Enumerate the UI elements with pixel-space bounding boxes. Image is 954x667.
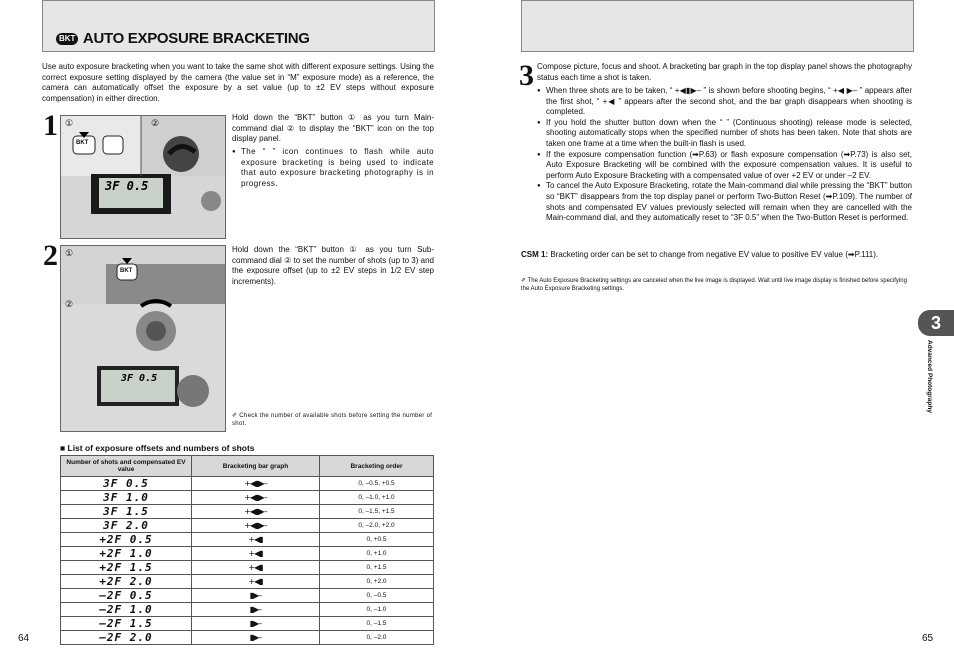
order-cell: 0, –1.5 [320,617,434,631]
bkt-button-label-2: BKT [120,268,133,274]
step-2-circle-2: ② [65,299,74,309]
step-1-bullets [232,147,434,189]
bkt-badge-icon: BKT [56,33,78,45]
order-cell: 0, +1.5 [320,561,434,575]
step-2-note-text: Check the number of available shots before setting the number of shot. [232,413,433,427]
note-icon: ✐ [521,278,527,284]
table-row [61,533,434,547]
table-header-row [61,456,434,477]
exposure-offsets-table [60,455,434,645]
table-row [61,477,434,491]
camera-sub-dial-illustration [61,246,225,431]
table-header: Number of shots and compensated EV value [61,456,192,477]
order-cell: 0, –2.0 [320,631,434,645]
lcd-cell: +2F 2.0 [61,575,192,589]
step-1-lcd-readout: 3F 0.5 [105,179,149,193]
table-row [61,617,434,631]
lcd-cell: –2F 0.5 [61,589,192,603]
table-title: ■ List of exposure offsets and numbers of shots [60,443,255,453]
bar-graph-cell: +◀▮▶– [192,519,320,533]
table-header: Bracketing order [320,456,434,477]
table-row [61,547,434,561]
step-2-text: Hold down the “BKT” button ① as you turn Sub-command dial ② to set the number of shots (up to 3) and the exposure offset (up to ±2 EV steps in 1/2 EV step increments). [232,245,434,286]
step-3-number: 3 [519,59,534,92]
bar-graph-cell: +◀▮ [192,547,320,561]
step-3-bullet: ● When three shots are to be taken, “ +◀▮▶– ” is shown before shooting begins, “ +◀ ▶– ” appears after the first shot, “ +◀ ” appears after the second shot, and the bar graph disappears when shooting is completed. [537,86,912,118]
page-title [56,30,310,48]
step-3-bullet: ● If the exposure compensation function (➡P.63) or flash exposure compensation (➡P.73) is also set, Auto Exposure Bracketing will be combined with the exposure compensation values. It is useful to perform Auto Exposure Bracketing with a compensated value of over +2 EV or under –2 EV. [537,150,912,182]
bar-graph-cell: +◀▮▶– [192,505,320,519]
order-cell: 0, –0.5 [320,589,434,603]
bar-graph-cell: +◀▮ [192,575,320,589]
step-1-photo [60,115,226,239]
table-row [61,505,434,519]
step-1-bullet: ● The “ ” icon continues to flash while auto exposure bracketing is being used to indicate that auto exposure bracketing photography is in progress. [232,147,434,189]
order-cell: 0, –1.0, +1.0 [320,491,434,505]
order-cell: 0, –2.0, +2.0 [320,519,434,533]
lcd-cell: –2F 1.0 [61,603,192,617]
table-row [61,589,434,603]
bar-graph-cell: +◀▮▶– [192,477,320,491]
order-cell: 0, –1.5, +1.5 [320,505,434,519]
order-cell: 0, +1.0 [320,547,434,561]
chapter-label: Advanced Photography [926,340,933,413]
lcd-cell: +2F 0.5 [61,533,192,547]
step-2-note [232,412,434,428]
bar-graph-cell: ▮▶– [192,589,320,603]
bar-graph-cell: +◀▮ [192,561,320,575]
bar-graph-cell: ▮▶– [192,603,320,617]
live-image-note [521,277,912,293]
step-2-circle-1: ① [65,248,74,258]
step-3-text: Compose picture, focus and shoot. A bracketing bar graph in the top display panel shows the photography status each time a shot is taken. [537,62,912,82]
lcd-cell: –2F 2.0 [61,631,192,645]
camera-top-illustration [61,116,225,238]
step-3-bullet: ● To cancel the Auto Exposure Bracketing, rotate the Main-command dial while pressing the “BKT” button so “BKT” disappears from the top display panel or perform Two-Button Reset (➡P.109). The number of shots and compensated EV values previously selected will remain when they are cancelled with the Main-command dial, and they automatically reset to “3F 0.5” when the Two-Button Reset is performed. [537,181,912,223]
chapter-tab: 3 [918,310,954,336]
table-row [61,575,434,589]
lcd-cell: 3F 1.5 [61,505,192,519]
intro-paragraph: Use auto exposure bracketing when you want to take the same shot with different exposure settings. Using the correct exposure setting displayed by the camera (the value set in “M” exposure mode) as a reference, the camera can automatically offset the exposure by a set value (up to ±2 EV steps without exposure compensation) in either direction. [42,62,434,103]
table-header: Bracketing bar graph [192,456,320,477]
step-1-circle-2: ② [151,118,160,128]
bar-graph-cell: ▮▶– [192,631,320,645]
csm-label: CSM 1: [521,250,549,259]
table-row [61,561,434,575]
table-row [61,491,434,505]
step-3-bullet: ● If you hold the shutter button down when the “ ” (Continuous shooting) release mode is selected, shooting automatically stops when the specified number of shots has been taken. Note that shots are taken one frame at a time when the built-in flash is used. [537,118,912,150]
step-1-circle-1: ① [65,118,74,128]
table-row [61,631,434,645]
bar-graph-cell: +◀▮ [192,533,320,547]
order-cell: 0, +0.5 [320,533,434,547]
step-2-photo [60,245,226,432]
step-1-number: 1 [43,109,58,142]
page-number-left: 64 [18,633,30,644]
page-title-text: AUTO EXPOSURE BRACKETING [82,30,310,47]
csm-note [521,250,912,261]
step-2-number: 2 [43,239,58,272]
note-icon: ✐ [232,413,238,419]
bar-graph-cell: ▮▶– [192,617,320,631]
lcd-cell: +2F 1.5 [61,561,192,575]
order-cell: 0, –1.0 [320,603,434,617]
csm-text: Bracketing order can be set to change from negative EV value to positive EV value (➡P.111). [550,250,879,259]
lcd-cell: –2F 1.5 [61,617,192,631]
lcd-cell: 3F 0.5 [61,477,192,491]
order-cell: 0, –0.5, +0.5 [320,477,434,491]
page-number-right: 65 [922,633,934,644]
lcd-cell: 3F 2.0 [61,519,192,533]
bar-graph-cell: +◀▮▶– [192,491,320,505]
lcd-cell: 3F 1.0 [61,491,192,505]
order-cell: 0, +2.0 [320,575,434,589]
table-row [61,519,434,533]
step-2-lcd-readout: 3F 0.5 [121,373,158,384]
step-1-text: Hold down the “BKT” button ① as you turn Main-command dial ② to display the “BKT” icon on the top display panel. [232,113,434,144]
step-3-bullets [537,86,912,224]
table-row [61,603,434,617]
live-image-note-text: The Auto Exposure Bracketing settings are canceled when the live image is displayed. Wait until live image display is finished before specifying the Auto Exposure Bracketing settings. [521,278,907,292]
lcd-cell: +2F 1.0 [61,547,192,561]
bkt-button-label: BKT [76,140,89,146]
right-header-box [521,0,914,52]
